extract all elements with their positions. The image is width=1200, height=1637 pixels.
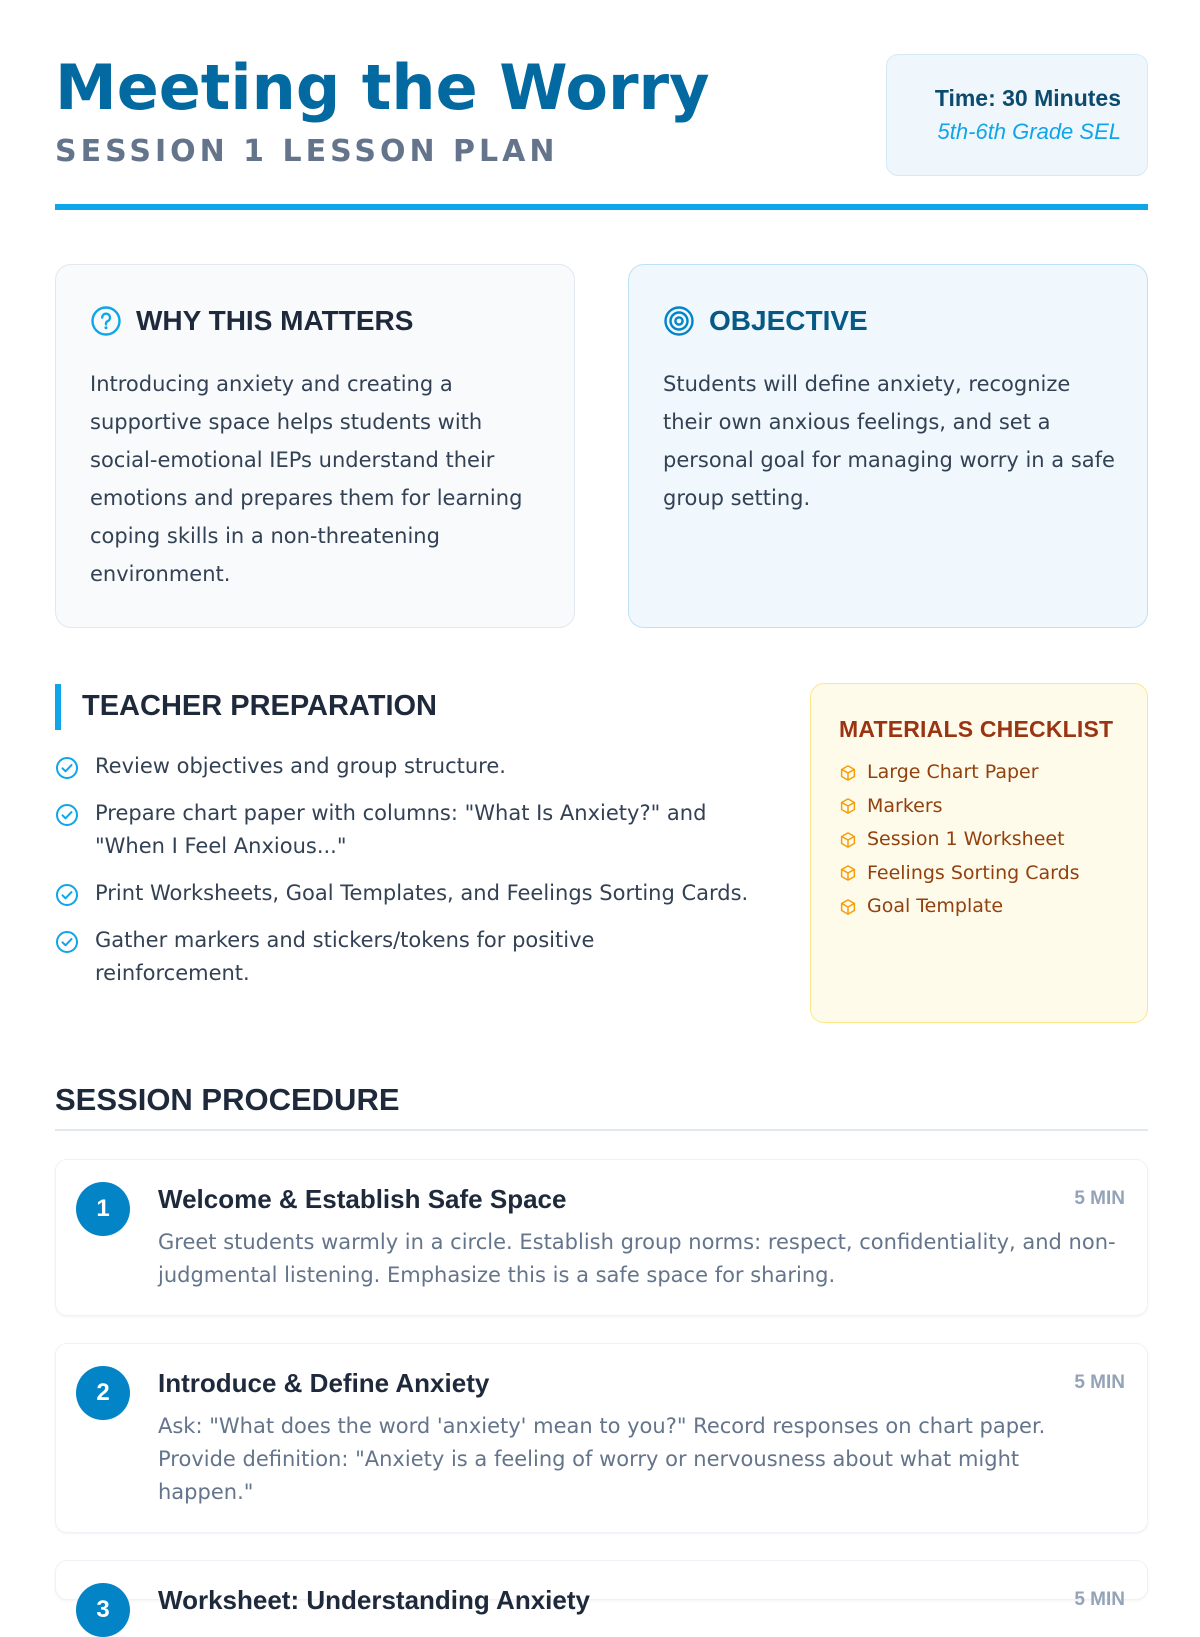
step-duration: 5 MIN — [1074, 1589, 1125, 1610]
material-item-text: Session 1 Worksheet — [867, 828, 1065, 850]
materials-checklist — [810, 683, 1148, 1023]
prep-item-text: Prepare chart paper with columns: "What Is Anxiety?" and "When I Feel Anxious..." — [95, 801, 707, 858]
procedure-step — [55, 1560, 1148, 1623]
session-time: Time: 30 Minutes — [934, 85, 1121, 111]
objective-card-heading: OBJECTIVE — [709, 305, 868, 336]
step-title: Introduce & Define Anxiety — [158, 1368, 490, 1398]
prep-accent-bar — [55, 684, 61, 730]
material-item — [839, 857, 1119, 891]
prep-item-text: Print Worksheets, Goal Templates, and Feelings Sorting Cards. — [95, 881, 749, 905]
material-item-text: Goal Template — [867, 895, 1004, 917]
box-icon — [839, 864, 857, 882]
header-divider — [55, 204, 1148, 210]
check-circle-icon — [55, 883, 79, 907]
procedure-step — [55, 1343, 1148, 1533]
step-duration: 5 MIN — [1074, 1372, 1125, 1393]
why-card-body: Introducing anxiety and creating a supportive space helps students with social-emotional IEPs understand their emotions and prepares them for learning coping skills in a non-threatening environment. — [90, 372, 523, 586]
step-number-badge: 3 — [76, 1583, 130, 1637]
check-circle-icon — [55, 756, 79, 780]
procedure-divider — [55, 1129, 1148, 1131]
prep-item — [55, 877, 755, 910]
step-duration: 5 MIN — [1074, 1188, 1125, 1209]
step-title: Welcome & Establish Safe Space — [158, 1184, 567, 1214]
question-circle-icon — [90, 305, 122, 337]
step-number-badge: 2 — [76, 1366, 130, 1420]
box-icon — [839, 831, 857, 849]
step-title: Worksheet: Understanding Anxiety — [158, 1585, 590, 1615]
prep-item-text: Gather markers and stickers/tokens for positive reinforcement. — [95, 928, 595, 985]
why-card-heading: WHY THIS MATTERS — [136, 305, 414, 336]
step-number-badge: 1 — [76, 1182, 130, 1236]
material-item-text: Feelings Sorting Cards — [867, 861, 1080, 884]
material-item-text: Markers — [867, 794, 943, 817]
procedure-step — [55, 1159, 1148, 1316]
materials-list — [839, 756, 1119, 924]
box-icon — [839, 764, 857, 782]
box-icon — [839, 797, 857, 815]
session-meta-box — [886, 54, 1148, 176]
prep-item — [55, 750, 755, 783]
page-title: Meeting the Worry — [55, 51, 710, 124]
target-icon — [663, 305, 695, 337]
page-subtitle: SESSION 1 LESSON PLAN — [55, 134, 559, 169]
check-circle-icon — [55, 803, 79, 827]
session-procedure-heading: SESSION PROCEDURE — [55, 1082, 400, 1117]
material-item — [839, 890, 1119, 924]
material-item-text: Large Chart Paper — [867, 761, 1039, 783]
step-description: Ask: "What does the word 'anxiety' mean to you?" Record responses on chart paper. Provide definition: "Anxiety is a feeling of worry or nervousness about what might happen." — [158, 1414, 1046, 1504]
box-icon — [839, 898, 857, 916]
materials-heading: MATERIALS CHECKLIST — [839, 716, 1114, 742]
prep-item-text: Review objectives and group structure. — [95, 754, 506, 778]
page-header — [55, 50, 1148, 212]
objective-card-body: Students will define anxiety, recognize their own anxious feelings, and set a personal goal for managing worry in a safe group setting. — [663, 372, 1115, 510]
teacher-preparation-heading: TEACHER PREPARATION — [82, 690, 437, 722]
material-item — [839, 823, 1119, 857]
step-description: Greet students warmly in a circle. Establish group norms: respect, confidentiality, and non-judgmental listening. Emphasize this is a safe space for sharing. — [158, 1230, 1116, 1287]
teacher-preparation-list — [55, 750, 755, 1004]
check-circle-icon — [55, 930, 79, 954]
material-item — [839, 756, 1119, 790]
objective-card — [628, 264, 1148, 628]
prep-item — [55, 924, 755, 990]
why-card-header — [90, 305, 413, 337]
prep-item — [55, 797, 755, 863]
material-item — [839, 790, 1119, 824]
grade-level: 5th-6th Grade SEL — [937, 119, 1121, 144]
objective-card-header — [663, 305, 868, 337]
why-this-matters-card — [55, 264, 575, 628]
